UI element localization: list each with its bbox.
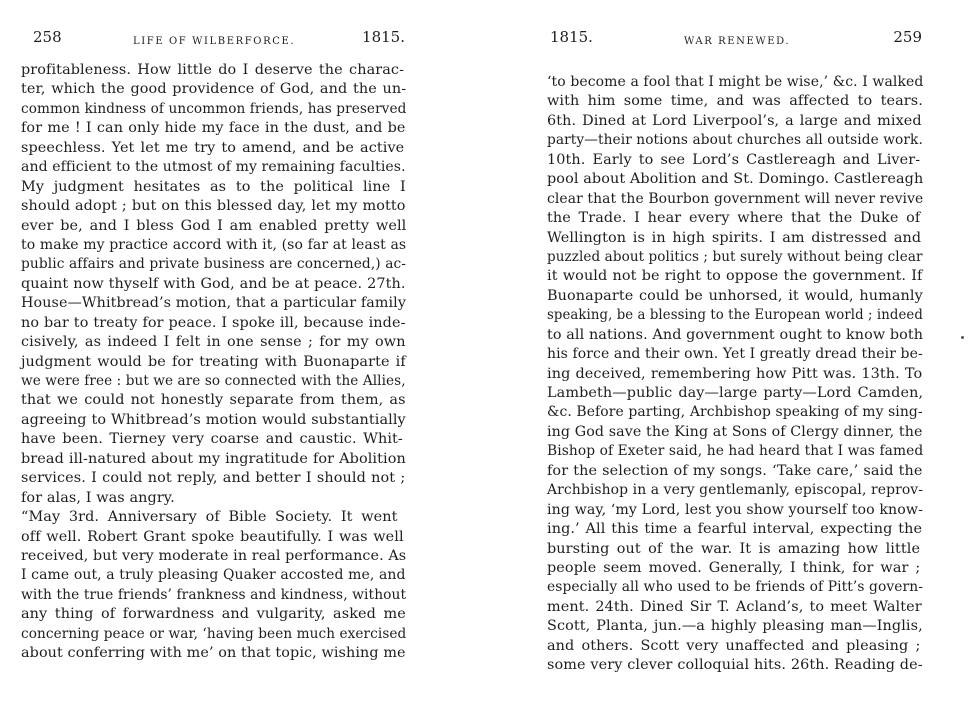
text-line: it would not be right to oppose the government. If — [547, 268, 923, 285]
text-line: especially all who used to be friends of Pitt’s govern- — [547, 579, 924, 596]
stray-ink-dot — [961, 336, 964, 339]
text-line: 6th. Dined at Lord Liverpool’s, a large and mixed — [547, 112, 922, 129]
text-line: people seem moved. Generally, I think, for war ; — [547, 559, 921, 576]
text-line: profitableness. How little do I deserve the charac- — [21, 62, 405, 78]
text-line: cisively, as indeed I felt in one sense ; for my own — [21, 334, 406, 351]
text-line: quaint now thyself with God, and be at peace. 27th. — [21, 275, 406, 292]
text-line: speaking, be a blessing to the European world ; indeed — [547, 307, 923, 324]
text-line: common kindness of uncommon friends, has preserved — [21, 100, 407, 117]
text-line: agreeing to Whitbread’s motion would substantially — [21, 411, 406, 428]
text-line: for me ! I can only hide my face in the dust, and be — [21, 120, 406, 137]
page-number: 259 — [893, 28, 922, 46]
header-year: 1815. — [550, 28, 593, 46]
text-line: Buonaparte could be unhorsed, it would, humanly — [547, 287, 923, 304]
text-line: 10th. Early to see Lord’s Castlereagh and Liver- — [547, 151, 921, 168]
text-line: speechless. Yet let me try to amend, and be active — [21, 139, 405, 156]
text-line: Scott, Planta, jun.—a highly pleasing man—Inglis, — [547, 618, 923, 635]
text-line: ing.’ All this time a fearful interval, expecting the — [547, 521, 923, 538]
text-line: with the true friends’ frankness and kindness, without — [21, 586, 407, 603]
text-line: public affairs and private business are concerned,) ac- — [21, 256, 407, 273]
text-line: ing way, ‘my Lord, lest you show yourself too know- — [547, 501, 923, 518]
text-line: about conferring with me’ on that topic, wishing me — [21, 645, 406, 662]
text-line: judgment would be for treating with Buonaparte if — [21, 353, 406, 370]
text-line: puzzled about politics ; but surely without being clear — [547, 248, 923, 265]
text-line: ing God save the King at Sons of Clergy dinner, the — [547, 423, 923, 440]
text-line: bursting out of the war. It is amazing how little — [547, 540, 921, 557]
text-line: for alas, I was angry. — [21, 489, 175, 506]
text-line: with him some time, and was affected to tears. — [547, 93, 923, 110]
text-line: Wellington is in high spirits. I am distressed and — [547, 229, 922, 246]
text-line: any thing of forwardness and vulgarity, asked me — [21, 606, 406, 623]
text-line: Archbishop in a very gentlemanly, episcopal, reprov- — [547, 482, 924, 499]
text-line: should adopt ; but on this blessed day, let my motto — [21, 198, 406, 215]
text-line: pool about Abolition and St. Domingo. Castlereagh — [547, 171, 924, 188]
text-line: “May 3rd. Anniversary of Bible Society. It went — [21, 509, 398, 526]
right-page-text — [547, 73, 923, 676]
text-line: some very clever colloquial hits. 26th. Reading de- — [547, 657, 923, 674]
running-head: LIFE OF WILBERFORCE. — [133, 36, 296, 47]
text-line: Lambeth—public day—large party—Lord Camden, — [547, 385, 924, 401]
text-line: the Trade. I hear every where that the Duke of — [547, 210, 921, 227]
text-line: ever be, and I bless God I am enabled pretty well — [21, 217, 407, 234]
text-line: to make my practice accord with it, (so far at least as — [21, 236, 407, 253]
left-page-text — [21, 61, 406, 664]
running-head: WAR RENEWED. — [684, 36, 791, 47]
page-number: 258 — [33, 28, 62, 46]
text-line: ing deceived, remembering how Pitt was. 13th. To — [547, 365, 923, 382]
left-page-header — [33, 28, 405, 52]
header-year: 1815. — [362, 28, 405, 46]
text-line: concerning peace or war, ‘having been much exercised — [21, 625, 407, 642]
text-line: Bishop of Exeter said, he had heard that I was famed — [547, 443, 924, 460]
right-page-header — [550, 28, 922, 52]
text-line: My judgment hesitates as to the political line I — [21, 178, 406, 195]
text-line: received, but very moderate in real performance. As — [21, 547, 407, 564]
text-line: for the selection of my songs. ‘Take care,’ said the — [547, 462, 923, 479]
text-line: party—their notions about churches all outside work. — [547, 132, 923, 149]
text-line: services. I could not reply, and better I should not ; — [21, 470, 406, 487]
text-line: I came out, a truly pleasing Quaker accosted me, and — [21, 567, 406, 584]
text-line: that we could not honestly separate from them, as — [21, 392, 406, 409]
text-line: and efficient to the utmost of my remaining faculties. — [21, 159, 406, 176]
text-line: bread ill-natured about my ingratitude for Abolition — [21, 450, 406, 467]
text-line: and others. Scott very unaffected and pleasing ; — [547, 637, 921, 654]
text-line: clear that the Bourbon government will never revive — [547, 190, 924, 207]
text-line: no bar to treaty for peace. I spoke ill, because inde- — [21, 314, 406, 331]
text-line: off well. Robert Grant spoke beautifully. I was well — [21, 528, 404, 545]
text-line: we were free : but we are so connected with the Allies, — [21, 373, 406, 389]
text-line: ment. 24th. Dined Sir T. Acland’s, to meet Walter — [547, 598, 922, 615]
text-line: to all nations. And government ought to know both — [547, 326, 924, 343]
text-line: have been. Tierney very coarse and caustic. Whit- — [21, 431, 403, 448]
text-line: &c. Before parting, Archbishop speaking of my sing- — [547, 404, 923, 421]
text-line: ‘to become a fool that I might be wise,’ &c. I walked — [547, 74, 924, 90]
text-line: ter, which the good providence of God, and the un- — [21, 81, 407, 98]
text-line: House—Whitbread’s motion, that a particular family — [21, 295, 406, 312]
text-line: his force and their own. Yet I greatly dread their be- — [547, 346, 923, 363]
